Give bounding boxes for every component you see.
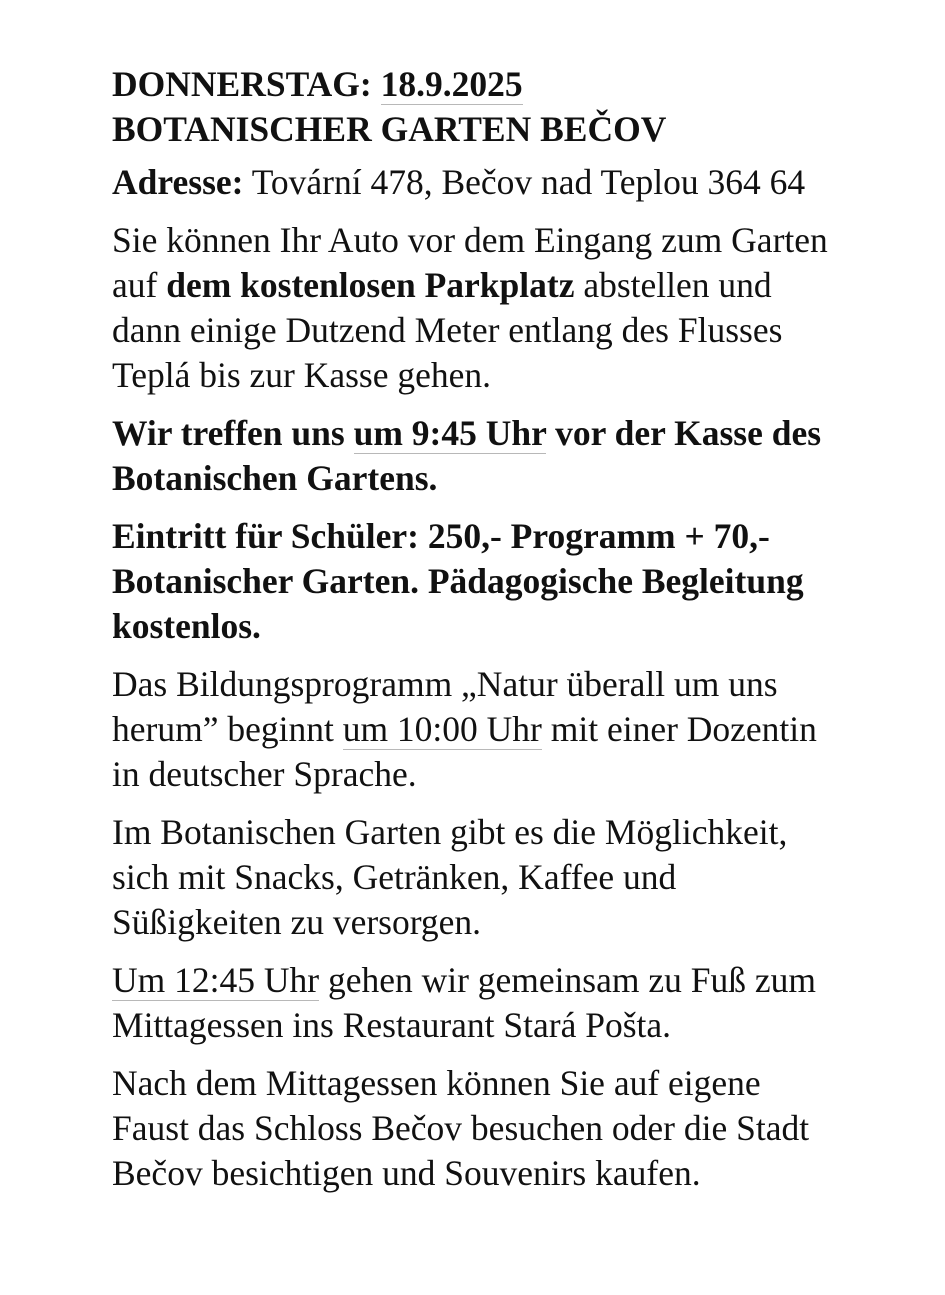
afternoon-paragraph: Nach dem Mittagessen können Sie auf eigene Faust das Schloss Bečov besuchen oder die Stadt Bečov besichtigen und Souvenirs kaufen. xyxy=(112,1063,810,1193)
lunch-paragraph xyxy=(112,958,832,1048)
meeting-text-before: Wir treffen uns xyxy=(112,413,345,453)
admission-paragraph: Eintritt für Schüler: 250,- Programm + 70,- Botanischer Garten. Pädagogische Begleitung kostenlos. xyxy=(112,516,804,646)
parking-paragraph xyxy=(112,218,832,398)
address-value: Tovární 478, Bečov nad Teplou 364 64 xyxy=(251,162,806,202)
date-link[interactable]: 18.9.2025 xyxy=(380,64,523,104)
program-time-link[interactable]: um 10:00 Uhr xyxy=(342,709,542,749)
address-label: Adresse: xyxy=(112,162,244,202)
page-title: BOTANISCHER GARTEN BEČOV xyxy=(112,109,667,149)
program-text-before: Das Bildungsprogramm „Natur überall um uns herum” beginnt xyxy=(112,664,778,749)
lunch-time-link[interactable]: Um 12:45 Uhr xyxy=(112,960,320,1000)
page-heading xyxy=(112,62,832,152)
day-label: DONNERSTAG: xyxy=(112,64,372,104)
address-paragraph xyxy=(112,160,832,205)
document-body xyxy=(112,62,832,1209)
program-paragraph xyxy=(112,662,832,797)
lunch-text-after: gehen wir gemeinsam zu Fuß zum Mittagessen ins Restaurant Stará Pošta. xyxy=(112,960,816,1045)
program-text-after: mit einer Dozentin in deutscher Sprache. xyxy=(112,709,817,794)
meeting-text-after: vor der Kasse des Botanischen Gartens. xyxy=(112,413,822,498)
parking-text-after: abstellen und dann einige Dutzend Meter entlang des Flusses Teplá bis zur Kasse gehen. xyxy=(112,265,783,395)
snacks-paragraph: Im Botanischen Garten gibt es die Möglichkeit, sich mit Snacks, Getränken, Kaffee und Süßigkeiten zu versorgen. xyxy=(112,812,788,942)
parking-text-before: Sie können Ihr Auto vor dem Eingang zum Garten auf xyxy=(112,220,828,305)
parking-highlight: dem kostenlosen Parkplatz xyxy=(166,265,575,305)
meeting-paragraph xyxy=(112,411,832,501)
meeting-time-link[interactable]: um 9:45 Uhr xyxy=(353,413,547,453)
